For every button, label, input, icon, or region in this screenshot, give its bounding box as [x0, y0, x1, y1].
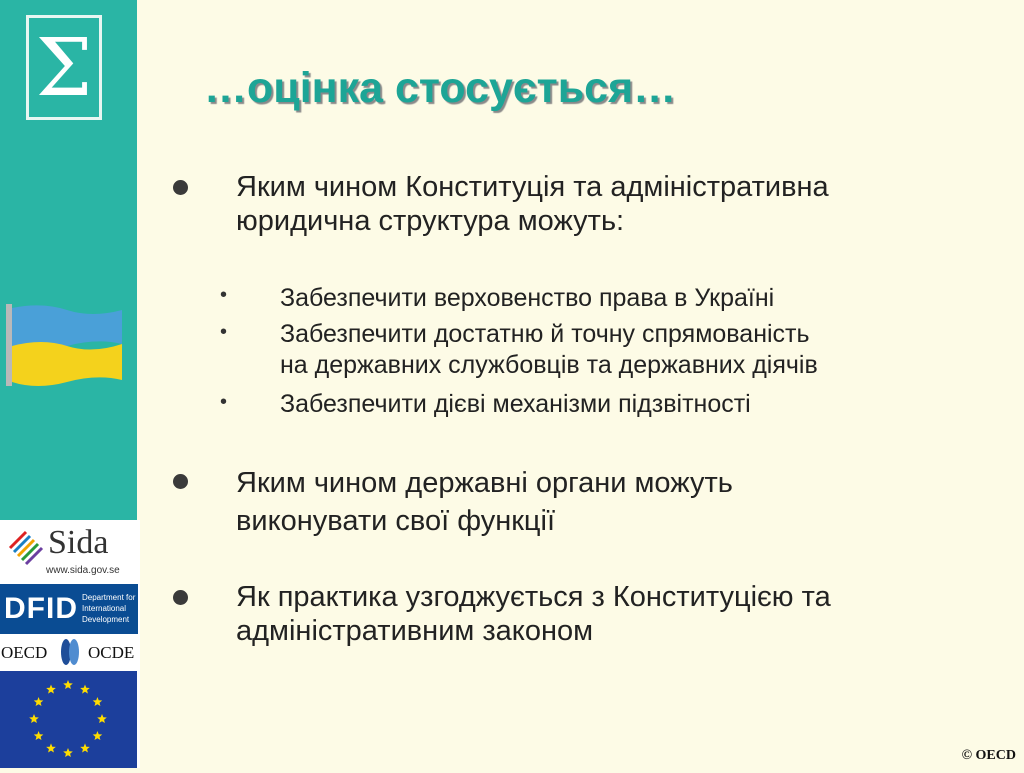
sida-url: www.sida.gov.se: [46, 565, 120, 576]
bullet-text: [236, 170, 829, 238]
bullet-line: адміністративним законом: [236, 615, 594, 647]
copyright-notice: © OECD: [961, 748, 1016, 763]
bullet-text: [236, 464, 733, 540]
slide-title: …оцінка стосується…: [204, 64, 677, 112]
eu-flag: [0, 671, 137, 768]
bullet-line: Яким чином Конституція та адміністративна: [236, 171, 829, 203]
bullet-line: юридична структура можуть:: [236, 205, 625, 237]
oecd-logo-text: OECD: [1, 643, 48, 662]
dfid-logo-text: DFID: [4, 592, 78, 625]
sub-bullet-text: [280, 319, 818, 381]
sub-bullet-text: [280, 283, 774, 314]
bullet-line: виконувати свої функції: [236, 505, 556, 537]
eu-star-icon: [80, 743, 90, 752]
eu-star-icon: [93, 731, 103, 740]
sub-bullet-text: [280, 389, 751, 420]
eu-star-icon: [63, 748, 73, 757]
oecd-logo: [0, 635, 140, 670]
eu-stars-icon: [0, 671, 137, 768]
eu-star-icon: [97, 714, 107, 723]
dfid-subtitle-3: Development: [82, 615, 130, 624]
sub-bullet-line: Забезпечити достатню й точну спрямованість: [280, 320, 810, 348]
sub-bullet-line: Забезпечити дієві механізми підзвітності: [280, 390, 751, 418]
sigma-logo: [26, 15, 102, 120]
eu-star-icon: [29, 714, 39, 723]
sub-bullet-dot: •: [220, 321, 228, 343]
eu-star-icon: [80, 685, 90, 694]
sida-logo-text: Sida: [48, 524, 109, 561]
sidebar-panel: [0, 0, 137, 520]
eu-star-icon: [46, 743, 56, 752]
sub-bullet-line: на державних службовців та державних діячів: [280, 351, 818, 379]
bullet-dot: [173, 590, 188, 605]
sub-bullet-line: Забезпечити верховенство права в Україні: [280, 284, 775, 312]
sida-emblem-icon: [6, 528, 46, 568]
dfid-logo: [0, 584, 138, 634]
eu-star-icon: [46, 685, 56, 694]
oecd-emblem-icon: [55, 637, 85, 667]
bullet-line: Як практика узгоджується з Конституцією та: [236, 581, 831, 613]
dfid-subtitle-1: Department for: [82, 593, 136, 602]
sub-bullet-dot: •: [220, 284, 228, 306]
bullet-dot: [173, 180, 188, 195]
eu-star-icon: [34, 731, 44, 740]
eu-star-icon: [63, 680, 73, 689]
ocde-logo-text: OCDE: [88, 643, 135, 662]
bullet-text: [236, 580, 831, 648]
sigma-symbol: Σ: [35, 20, 93, 114]
eu-star-icon: [93, 697, 103, 706]
eu-star-icon: [34, 697, 44, 706]
bullet-line: Яким чином державні органи можуть: [236, 467, 733, 499]
dfid-subtitle-2: International: [82, 604, 127, 613]
bullet-dot: [173, 474, 188, 489]
ukraine-flag-icon: [2, 302, 124, 386]
sub-bullet-dot: •: [220, 391, 228, 413]
sida-logo: [0, 520, 140, 580]
